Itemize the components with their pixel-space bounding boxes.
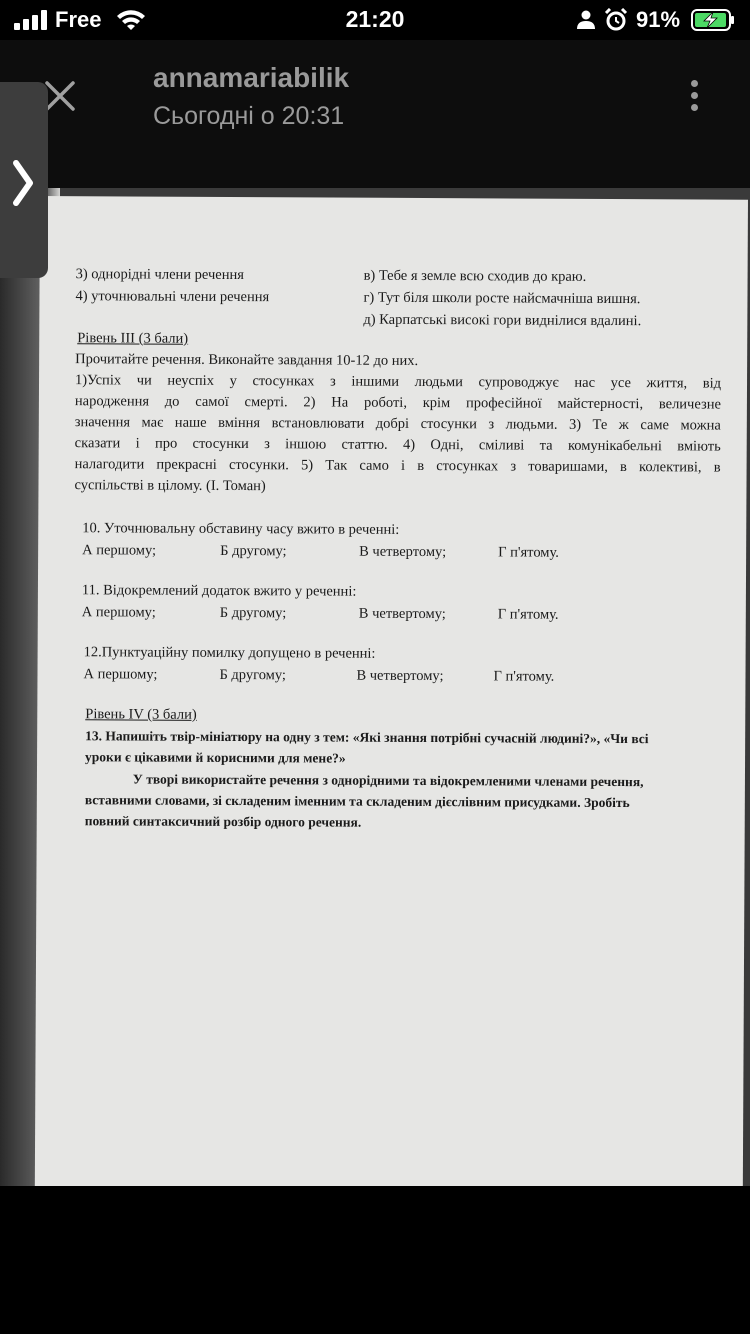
status-bar: [0, 0, 750, 40]
post-time: Сьогодні о 20:31: [153, 102, 345, 130]
q11-option-a: А першому;: [81, 604, 156, 621]
level3-intro: Прочитайте речення. Виконайте завдання 10-12 до них.: [75, 351, 419, 369]
q12-option-b: Б другому;: [219, 666, 287, 684]
username[interactable]: annamariabilik: [153, 62, 350, 93]
match-left-3: 3) однорідні члени речення: [75, 266, 244, 284]
q10-option-v: В четвертому;: [359, 543, 447, 561]
task-line: повний синтаксичний розбір одного речення.: [84, 813, 362, 830]
question-12: 12.Пунктуаційну помилку допущено в реченні:: [83, 644, 376, 662]
battery-percent: 91%: [636, 7, 681, 32]
passage-line: значення має наше вміння встановлювати добрі стосунки з людьми. 3) Те ж саме можна: [74, 414, 721, 434]
bottom-area: [0, 1186, 750, 1334]
viewer-header: [0, 40, 750, 190]
question-11: 11. Відокремлений додаток вжито у реченні:: [81, 582, 357, 600]
side-panel-tab[interactable]: [0, 82, 48, 278]
task-line: У творі використайте речення з однорідними та відокремленими членами речення,: [132, 771, 644, 790]
person-icon: [577, 10, 595, 30]
q10-option-a: А першому;: [82, 542, 157, 559]
close-icon[interactable]: [44, 80, 76, 112]
q10-option-b: Б другому;: [220, 542, 287, 560]
q10-option-h: Г п'ятому.: [498, 544, 559, 561]
alarm-icon: [604, 8, 628, 32]
q12-option-a: А першому;: [83, 666, 158, 683]
level4-title: Рівень IV (3 бали): [85, 706, 197, 723]
level3-title: Рівень ІІІ (3 бали): [77, 330, 189, 347]
match-right-h: г) Тут біля школи росте найсмачніша вишня.: [363, 289, 641, 308]
passage-line: налагодити прекрасні стосунки. 5) Так само і в стосунках з товаришами, в колективі, в: [74, 456, 721, 476]
match-right-d: д) Карпатські високі гори виднілися вдалині.: [363, 311, 642, 330]
match-right-v: в) Тебе я земле всю сходив до краю.: [363, 267, 587, 285]
passage-line: суспільстві в цілому. (І. Томан): [74, 477, 266, 495]
q11-option-b: Б другому;: [219, 604, 287, 622]
task-line: вставними словами, зі складеним іменним та складеним дієслівним присудками. Зробіть: [84, 792, 630, 811]
q12-option-h: Г п'ятому.: [493, 668, 555, 685]
passage-line: сказати і про стосунки з іншою статтю. 4) Одні, сміливі та комунікабельні вміють: [74, 435, 721, 455]
question-10: 10. Уточнювальну обставину часу вжито в реченні:: [82, 520, 400, 538]
passage-line: народження до самої смерті. 2) На роботі, крім професійної майстерності, величезне: [74, 393, 721, 413]
passage-line: 1)Успіх чи неуспіх у стосунках з іншими людьми супроводжує нас усе життя, від: [74, 372, 722, 392]
question-13: уроки є цікавими й корисними для мене?»: [85, 749, 346, 766]
question-13: 13. Напишіть твір-мініатюру на одну з тем: «Які знання потрібні сучасній людині?», «Чи всі: [85, 728, 649, 747]
q11-option-v: В четвертому;: [358, 605, 446, 623]
match-left-4: 4) уточнювальні члени речення: [75, 288, 270, 306]
chevron-right-icon: [8, 158, 38, 208]
more-options-icon[interactable]: [688, 80, 700, 114]
q12-option-v: В четвертому;: [356, 667, 444, 685]
clock: 21:20: [345, 6, 405, 32]
battery-charging-icon: [691, 9, 735, 31]
paper-sheet: [35, 196, 748, 1186]
q11-option-h: Г п'ятому.: [497, 606, 559, 623]
document-photo: [0, 188, 750, 1186]
carrier-name: Free: [55, 7, 102, 32]
